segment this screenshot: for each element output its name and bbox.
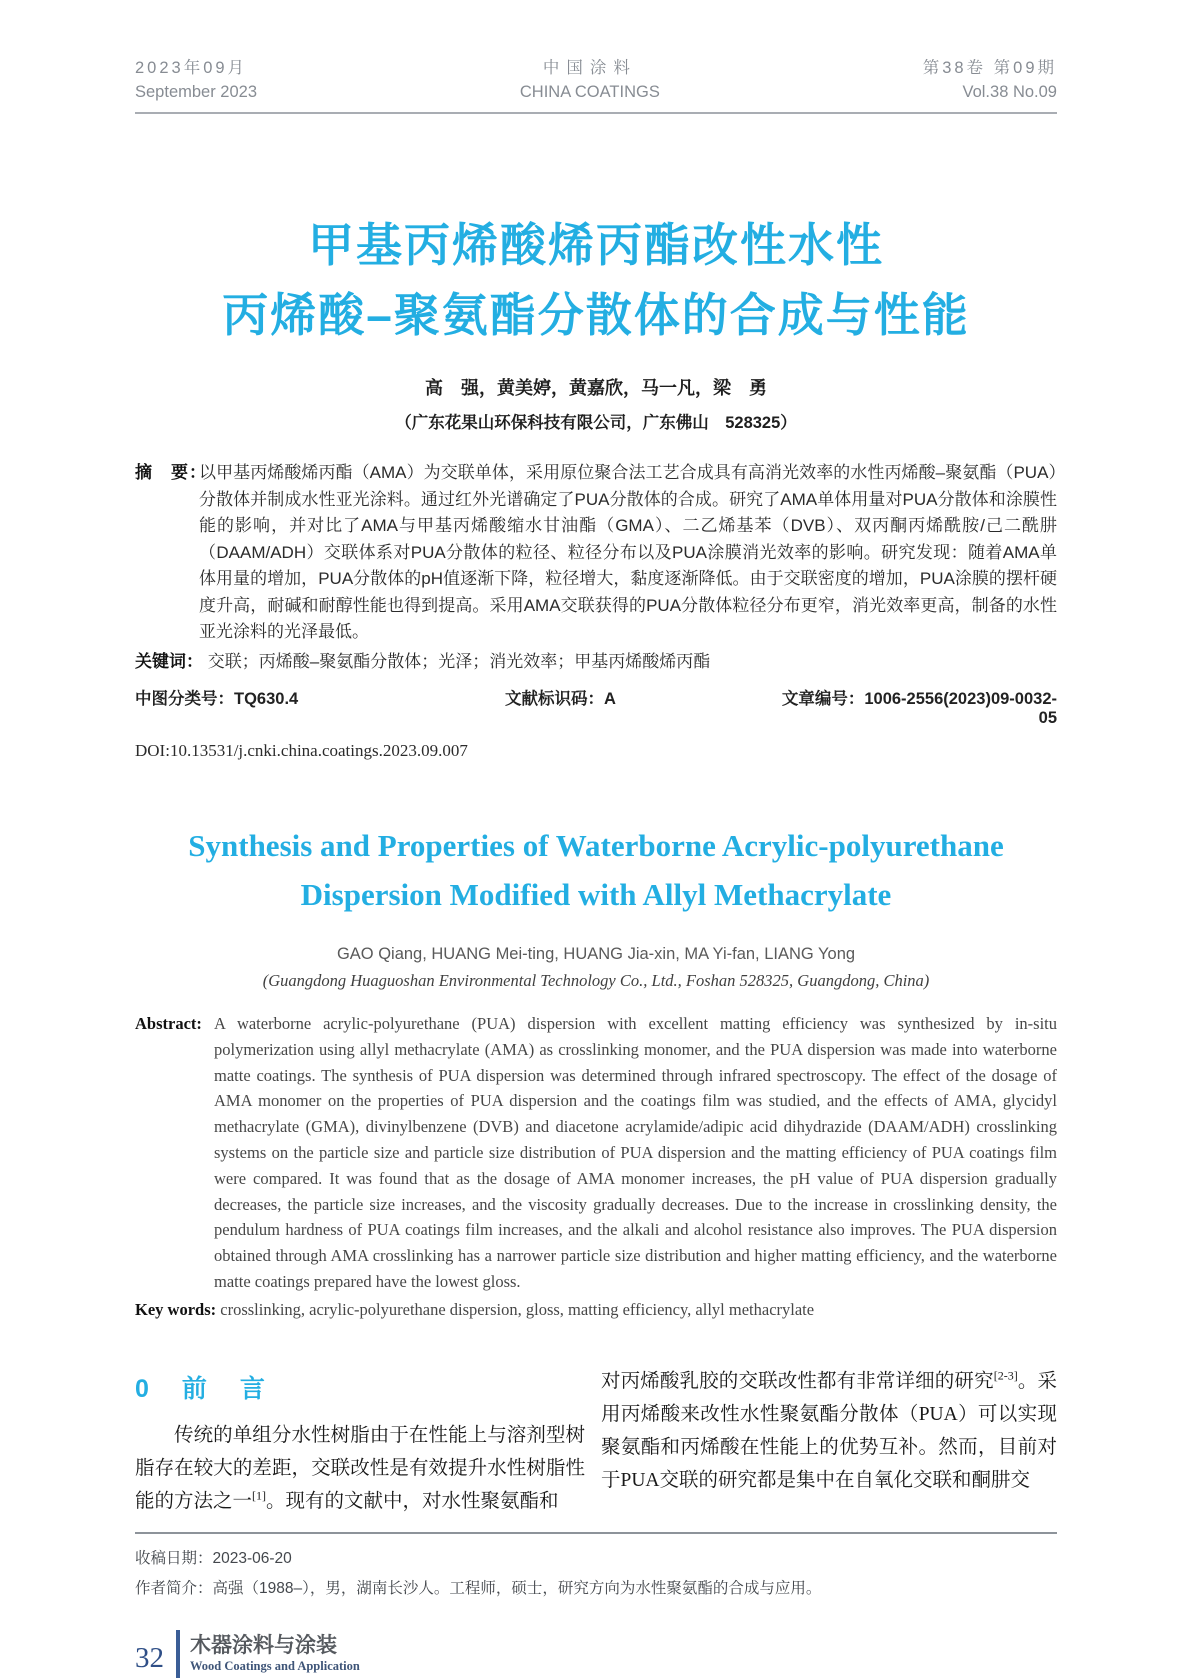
- affiliation-cn: （广东花果山环保科技有限公司，广东佛山 528325）: [395, 414, 797, 432]
- header-journal-cn: 中国涂料: [542, 59, 637, 77]
- article-title-cn-line2: 丙烯酸–聚氨酯分散体的合成与性能: [222, 289, 970, 341]
- footer-section-cn: 木器涂料与涂装: [190, 1633, 337, 1657]
- intro-right-paragraph: [601, 1365, 1057, 1497]
- clc-number: [135, 685, 505, 728]
- intro-right-text1: 对丙烯酸乳胶的交联改性都有非常详细的研究: [601, 1370, 994, 1392]
- header-date: [135, 56, 257, 104]
- document-code: [505, 685, 765, 728]
- intro-right-column: [601, 1365, 1057, 1518]
- abstract-cn: [135, 460, 1057, 646]
- abstract-en-label: Abstract:: [135, 1014, 202, 1033]
- footer-divider-bar: [176, 1630, 180, 1678]
- authors-en: GAO Qiang, HUANG Mei-ting, HUANG Jia-xin, MA Yi-fan, LIANG Yong: [336, 945, 856, 963]
- header-issue-en: Vol.38 No.09: [962, 83, 1057, 101]
- keywords-en-text: crosslinking, acrylic-polyurethane dispersion, gloss, matting efficiency, allyl methacrylate: [220, 1299, 815, 1319]
- header-date-cn: 2023年09月: [135, 59, 248, 77]
- section-heading-intro: 0 前 言: [135, 1374, 269, 1403]
- doc-code-value: A: [604, 690, 616, 708]
- received-date-value: 2023-06-20: [212, 1549, 292, 1567]
- abstract-en: [135, 1011, 1057, 1295]
- abstract-cn-text: 以甲基丙烯酸烯丙酯（AMA）为交联单体，采用原位聚合法工艺合成具有高消光效率的水性丙烯酸–聚氨酯（PUA）分散体并制成水性亚光涂料。通过红外光谱确定了PUA分散体的合成。研究了AMA单体用量对PUA分散体和涂膜性能的影响，并对比了AMA与甲基丙烯酸缩水甘油酯（GMA）、二乙烯基苯（DVB）、双丙酮丙烯酰胺/己二酰肼（DAAM/ADH）交联体系对PUA分散体的粒径、粒径分布以及PUA涂膜消光效率的影响。研究发现：随着AMA单体用量的增加，PUA分散体的pH值逐渐下降，粒径增大，黏度逐渐降低。由于交联密度的增加，PUA涂膜的摆杆硬度升高，耐碱和耐醇性能也得到提高。采用AMA交联获得的PUA分散体粒径分布更窄，消光效率更高，制备的水性亚光涂料的光泽最低。: [199, 463, 1057, 641]
- doi: DOI:10.13531/j.cnki.china.coatings.2023.09.007: [135, 741, 468, 760]
- article-id: [765, 685, 1057, 728]
- abstract-cn-label: 摘 要：: [135, 463, 207, 482]
- footer-section-en: Wood Coatings and Application: [190, 1658, 360, 1673]
- header-journal-en: CHINA COATINGS: [519, 83, 660, 101]
- keywords-cn-label: 关键词：: [135, 651, 203, 671]
- intro-left-column: [135, 1365, 585, 1518]
- keywords-en: [135, 1297, 1057, 1323]
- keywords-cn-text: 交联；丙烯酸–聚氨酯分散体；光泽；消光效率；甲基丙烯酸烯丙酯: [207, 651, 711, 671]
- article-title-en: [135, 821, 1057, 919]
- journal-header: [135, 0, 1057, 104]
- keywords-en-label: Key words:: [135, 1299, 217, 1319]
- citation-ref-2-3: [2-3]: [993, 1368, 1018, 1383]
- footnote-block: [135, 1532, 1057, 1604]
- classification-row: [135, 685, 1057, 728]
- header-date-en: September 2023: [135, 83, 258, 101]
- clc-label: 中图分类号：: [135, 690, 234, 708]
- page-number: 32: [135, 1642, 164, 1675]
- abstract-en-text: A waterborne acrylic-polyurethane (PUA) dispersion with excellent matting efficiency was synthesized by in-situ polymerization using allyl methacrylate (AMA) as crosslinking monomer, and the PUA dispersion was made into waterborne matte coatings. The synthesis of PUA dispersion was determined through infrared spectroscopy. The effect of the dosage of AMA monomer on the properties of PUA dispersion and the coatings film was studied, and the effects of AMA, glycidyl methacrylate (GMA), divinylbenzene (DVB) and diacetone acrylamide/adipic acid dihydrazide (DAAM/ADH) crosslinking systems on the particle size and particle size distribution of PUA dispersion and the matting efficiency of PUA coatings film were compared. It was found that as the dosage of AMA monomer increases, the pH value of PUA dispersion gradually decreases, the particle size increases, and the viscosity gradually decreases. Due to the increase in crosslinking density, the pendulum hardness of PUA coatings film increases, and the alkali and alcohol resistance also improves. The PUA dispersion obtained through AMA crosslinking has a narrower particle size distribution and higher matting efficiency, and the waterborne matte coatings prepared have the lowest gloss.: [214, 1014, 1057, 1291]
- page-footer: [135, 1630, 1057, 1678]
- affiliation-en: (Guangdong Huaguoshan Environmental Technology Co., Ltd., Foshan 528325, Guangdong, China): [262, 971, 930, 990]
- header-issue: [923, 56, 1057, 104]
- doc-code-label: 文献标识码：: [505, 690, 604, 708]
- article-title-en-line1: Synthesis and Properties of Waterborne Acrylic-polyurethane: [188, 828, 1004, 863]
- received-date-label: 收稿日期：: [135, 1549, 213, 1567]
- article-title-cn: [135, 210, 1057, 350]
- clc-value: TQ630.4: [234, 690, 299, 708]
- author-bio-label: 作者简介：: [135, 1579, 213, 1597]
- header-divider: [135, 112, 1057, 114]
- keywords-cn: [135, 649, 1057, 676]
- intro-left-text2: 。现有的文献中，对水性聚氨酯和: [266, 1490, 559, 1512]
- article-id-value: 1006-2556(2023)09-0032-05: [864, 690, 1057, 727]
- intro-left-paragraph: [135, 1419, 585, 1518]
- citation-ref-1: [1]: [252, 1488, 267, 1503]
- received-date-line: [135, 1544, 1057, 1574]
- footer-section-title: [190, 1634, 360, 1674]
- article-title-cn-line1: 甲基丙烯酸烯丙酯改性水性: [308, 219, 884, 271]
- authors-cn: 高 强，黄美婷，黄嘉欣，马一凡，梁 勇: [425, 378, 767, 398]
- author-bio-value: 高强（1988–），男，湖南长沙人。工程师，硕士，研究方向为水性聚氨酯的合成与应用。: [212, 1579, 822, 1597]
- article-id-label: 文章编号：: [781, 690, 865, 708]
- introduction-section: [135, 1365, 1057, 1518]
- article-title-en-line2: Dispersion Modified with Allyl Methacrylate: [300, 877, 892, 912]
- header-journal-name: [520, 56, 660, 104]
- intro-right-text2: 。采用丙烯酸来改性水性聚氨酯分散体（PUA）可以实现聚氨酯和丙烯酸在性能上的优势互补。然而，目前对于PUA交联的研究都是集中在自氧化交联和酮肼交: [601, 1370, 1057, 1491]
- header-issue-cn: 第38卷 第09期: [922, 59, 1057, 77]
- author-bio-line: [135, 1574, 1057, 1604]
- page-content: [135, 0, 1057, 1678]
- intro-left-text1: 传统的单组分水性树脂由于在性能上与溶剂型树脂存在较大的差距，交联改性是有效提升水性树脂性能的方法之一: [135, 1424, 585, 1512]
